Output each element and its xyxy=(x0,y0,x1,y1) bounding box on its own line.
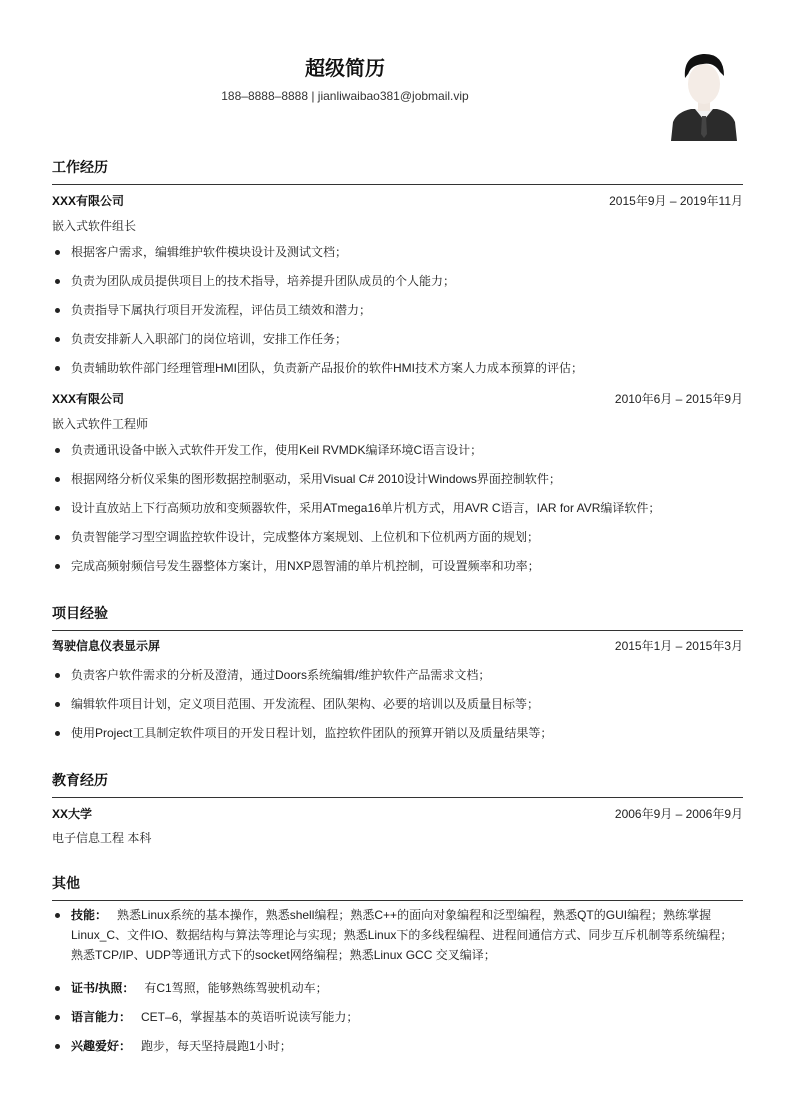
list-item: 根据网络分析仪采集的图形数据控制驱动，采用Visual C# 2010设计Windows界面控制软件； xyxy=(52,469,743,489)
item-text: CET–6，掌握基本的英语听说读写能力； xyxy=(141,1010,359,1024)
list-item-hobbies xyxy=(52,1036,743,1056)
list-item: 负责安排新人入职部门的岗位培训，安排工作任务； xyxy=(52,329,743,349)
school-name: XX大学 xyxy=(52,807,93,821)
list-item: 设计直放站上下行高频功放和变频器软件，采用ATmega16单片机方式，用AVR C语言，IAR for AVR编译软件； xyxy=(52,498,743,518)
item-text: 跑步，每天坚持晨跑1小时； xyxy=(141,1039,292,1053)
item-text: 熟悉Linux系统的基本操作，熟悉shell编程；熟悉C++的面向对象编程和泛型编程，熟悉QT的GUI编程；熟练掌握 xyxy=(117,908,712,922)
date-range: 2015年9月 – 2019年11月 xyxy=(609,194,743,208)
list-item: 负责为团队成员提供项目上的技术指导，培养提升团队成员的个人能力； xyxy=(52,271,743,291)
list-item: 负责通讯设备中嵌入式软件开发工作，使用Keil RVMDK编译环境C语言设计； xyxy=(52,440,743,460)
item-text: 熟悉TCP/IP、UDP等通讯方式下的socket网络编程；熟悉Linux GCC 交叉编译； xyxy=(71,948,496,962)
list-item-skills xyxy=(52,905,743,965)
list-item: 负责客户软件需求的分析及澄清，通过Doors系统编辑/维护软件产品需求文档； xyxy=(52,665,743,685)
section-title-other: 其他 xyxy=(52,873,743,901)
item-label: 兴趣爱好： xyxy=(71,1039,132,1053)
company-name: XXX有限公司 xyxy=(52,194,125,208)
contact-line: 188–8888–8888 | jianliwaibao381@jobmail.vip xyxy=(221,89,469,103)
list-item-certificates xyxy=(52,978,743,998)
project-name: 驾驶信息仪表显示屏 xyxy=(52,639,161,653)
list-item: 使用Project工具制定软件项目的开发日程计划，监控软件团队的预算开销以及质量结果等； xyxy=(52,723,743,743)
item-text: 有C1驾照，能够熟练驾驶机动车； xyxy=(144,981,328,995)
education-entry-header xyxy=(52,805,743,822)
item-label: 语言能力： xyxy=(71,1010,132,1024)
date-range: 2015年1月 – 2015年3月 xyxy=(614,639,743,653)
section-title-education: 教育经历 xyxy=(52,770,743,798)
date-range: 2006年9月 – 2006年9月 xyxy=(614,807,743,821)
list-item-languages xyxy=(52,1007,743,1027)
degree-info: 电子信息工程 本科 xyxy=(52,831,152,845)
page-title: 超级简历 xyxy=(305,58,385,80)
work-entry-header xyxy=(52,390,743,407)
list-item: 负责辅助软件部门经理管理HMI团队，负责新产品报价的软件HMI技术方案人力成本预算的评估； xyxy=(52,358,743,378)
item-label: 技能： xyxy=(71,908,108,922)
list-item: 编辑软件项目计划，定义项目范围、开发流程、团队架构、必要的培训以及质量目标等； xyxy=(52,694,743,714)
list-item: 根据客户需求，编辑维护软件模块设计及测试文档； xyxy=(52,242,743,262)
avatar xyxy=(669,48,739,141)
item-label: 证书/执照： xyxy=(71,981,135,995)
project-entry-header xyxy=(52,637,743,654)
job-role: 嵌入式软件工程师 xyxy=(52,417,149,431)
list-item: 完成高频射频信号发生器整体方案计，用NXP恩智浦的单片机控制，可设置频率和功率； xyxy=(52,556,743,576)
section-title-work: 工作经历 xyxy=(52,157,743,185)
company-name: XXX有限公司 xyxy=(52,392,125,406)
list-item: 负责智能学习型空调监控软件设计，完成整体方案规划、上位机和下位机两方面的规划； xyxy=(52,527,743,547)
date-range: 2010年6月 – 2015年9月 xyxy=(614,392,743,406)
list-item: 负责指导下属执行项目开发流程，评估员工绩效和潜力； xyxy=(52,300,743,320)
section-title-projects: 项目经验 xyxy=(52,603,743,631)
item-text: Linux_C、文件IO、数据结构与算法等理论与实现；熟悉Linux下的多线程编程、进程间通信方式、同步互斥机制等系统编程； xyxy=(71,928,733,942)
job-role: 嵌入式软件组长 xyxy=(52,219,137,233)
work-entry-header xyxy=(52,192,743,209)
